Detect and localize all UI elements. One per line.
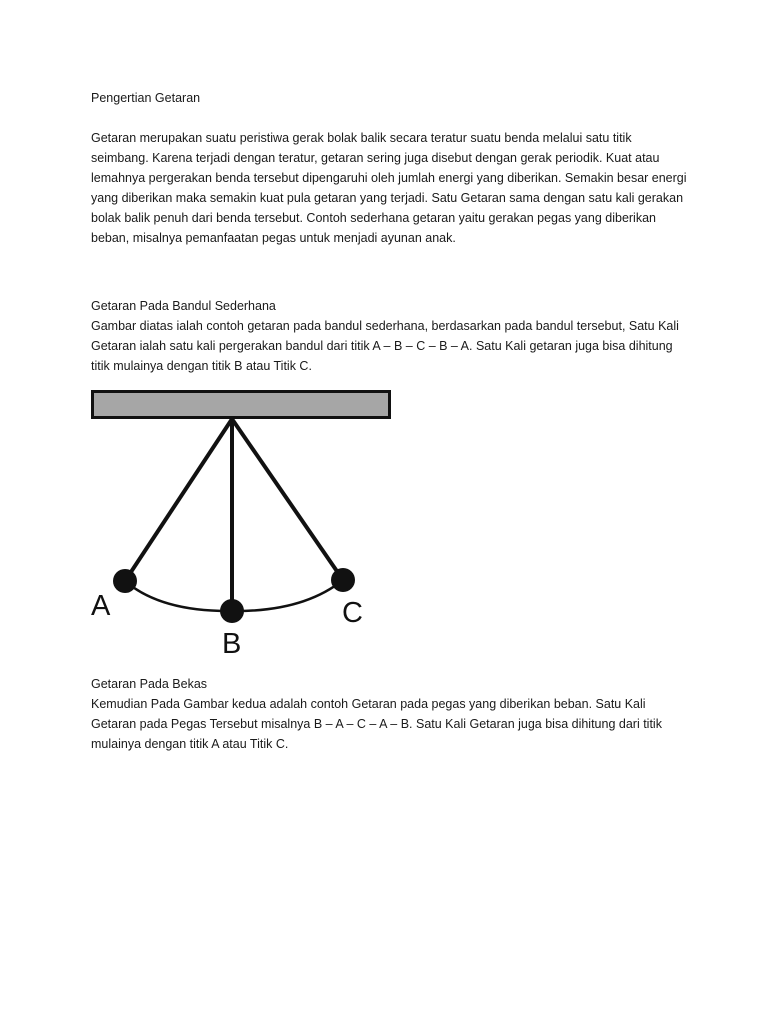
pendulum-label-a: A (91, 590, 111, 622)
section-heading-bekas: Getaran Pada Bekas (91, 677, 208, 691)
paragraph-bandul: Gambar diatas ialah contoh getaran pada bandul sederhana, berdasarkan pada bandul tersebut, Satu Kali Getaran ialah satu kali pergerakan bandul dari titik A – B – C – B – A. Satu Kali getaran juga bisa dihitung titik mulainya dengan titik B atau Titik C. (91, 319, 679, 373)
pendulum-string-c (232, 419, 343, 580)
pendulum-bob-b (220, 599, 244, 623)
spacer (91, 248, 691, 296)
pendulum-figure (91, 390, 391, 656)
pendulum-label-c: C (342, 597, 363, 629)
paragraph-pengertian: Getaran merupakan suatu peristiwa gerak bolak balik secara teratur suatu benda melalui satu titik seimbang. Karena terjadi dengan teratur, getaran sering juga disebut dengan gerak periodik. Kuat atau lemahnya pergerakan benda tersebut dipengaruhi oleh jumlah energi yang diberikan. Semakin besar energi yang diberikan maka semakin kuat pula getaran yang terjadi. Satu Getaran sama dengan satu kali gerakan bolak balik penuh dari benda tersebut. Contoh sederhana getaran yaitu gerakan pegas yang diberikan beban, misalnya pemanfaatan pegas untuk menjadi ayunan anak. (91, 131, 687, 245)
pendulum-diagram (91, 390, 391, 656)
document-page (91, 88, 691, 754)
section-heading-pengertian: Pengertian Getaran (91, 91, 201, 105)
spacer (91, 656, 691, 674)
pendulum-bob-c (331, 568, 355, 592)
pendulum-label-b: B (222, 628, 242, 656)
spacer (91, 108, 691, 128)
pendulum-ceiling (93, 392, 390, 418)
section-heading-bandul: Getaran Pada Bandul Sederhana (91, 299, 276, 313)
paragraph-bekas: Kemudian Pada Gambar kedua adalah contoh Getaran pada pegas yang diberikan beban. Satu Kali Getaran pada Pegas Tersebut misalnya B – A – C – A – B. Satu Kali Getaran juga bisa dihitung dari titik mulainya dengan titik A atau Titik C. (91, 697, 662, 751)
pendulum-string-a (125, 419, 232, 581)
pendulum-bob-a (113, 569, 137, 593)
